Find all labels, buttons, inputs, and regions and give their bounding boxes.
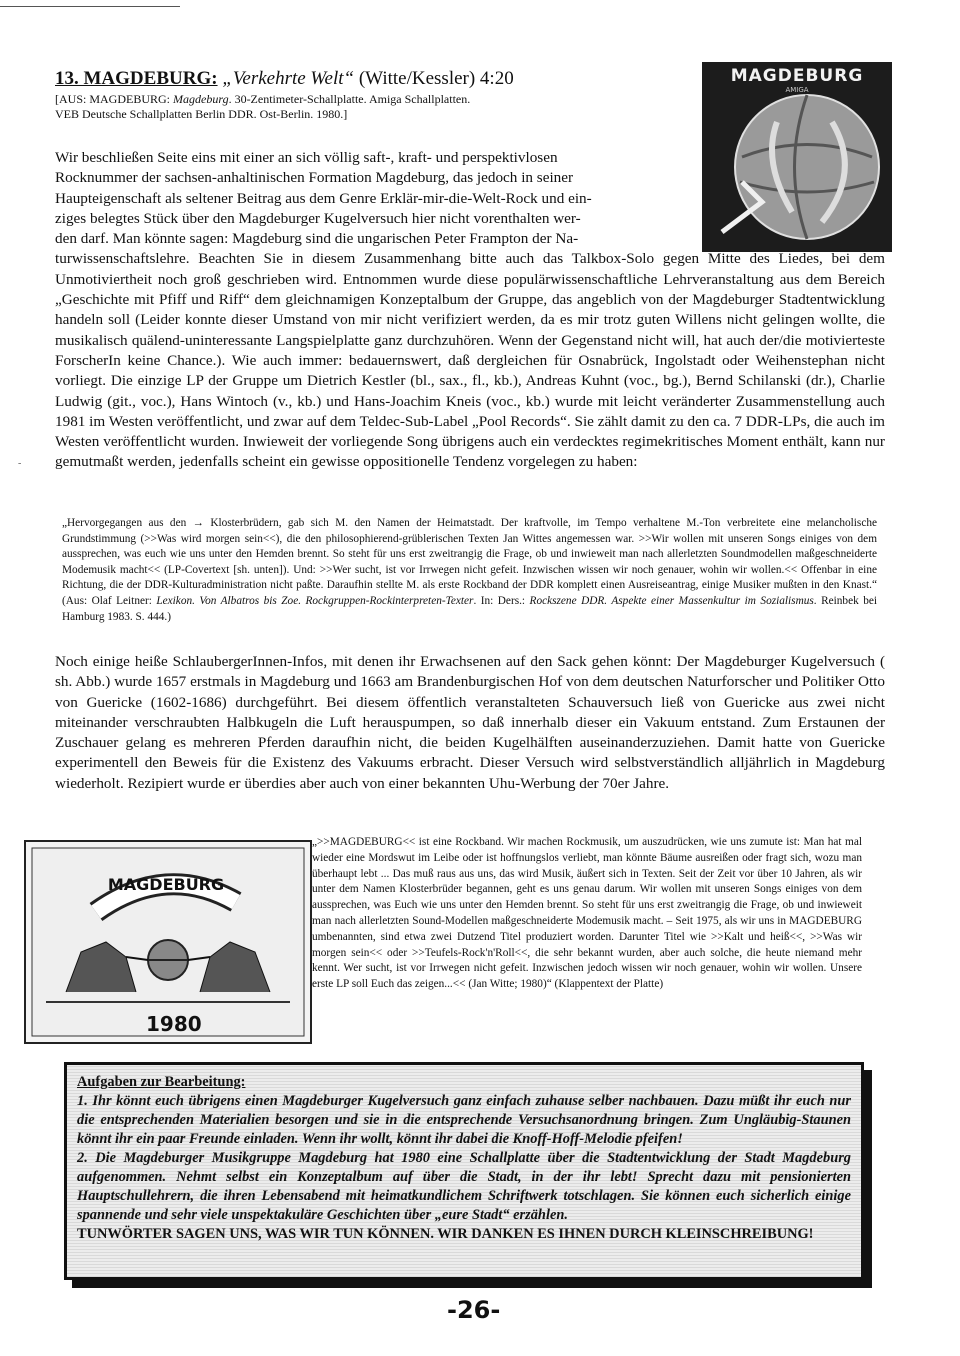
lexicon-quote xyxy=(62,516,877,625)
intro-line: Rocknummer der sachsen-anhaltinischen Formation Magdeburg, das jedoch in seiner xyxy=(55,169,574,187)
source-album: Magdeburg xyxy=(173,92,229,106)
task-2: 2. Die Magdeburger Musikgruppe Magdeburg hat 1980 eine Schallplatte über die Stadtentwicklung der Stadt Magdeburg aufgenommen. Nehmt selbst ein Konzeptalbum auf über die Stadt, in der ihr lebt! Sprecht dazu mit pensionierten Hauptschullehrern, die ihren Lebensabend mit heimatkundlichem Schriftwerk totschlagen. Sie können euch sicherlich einige spannende und sehr viele unspektakuläre Geschichten über „eure Stadt“ erzählen. xyxy=(77,1150,851,1223)
tasks-heading: Aufgaben zur Bearbeitung: xyxy=(77,1074,246,1090)
tasks-box xyxy=(64,1062,864,1280)
source-prefix: [AUS: MAGDEBURG: xyxy=(55,92,174,106)
song-credits: (Witte/Kessler) 4:20 xyxy=(358,68,514,89)
tasks-closing: TUNWÖRTER SAGEN UNS, WAS WIR TUN KÖNNEN. WIR DANKEN ES IHNEN DURCH KLEINSCHREIBUNG! xyxy=(77,1226,814,1242)
quote-ref-end: . Reinbek bei Hamburg 1983. S. 444.) xyxy=(62,594,878,623)
cover-band-name: MAGDEBURG xyxy=(730,66,864,86)
source-reference xyxy=(55,92,695,122)
source-publisher: VEB Deutsche Schallplatten Berlin DDR. Ost-Berlin. 1980.] xyxy=(55,107,348,121)
cover-label: AMIGA xyxy=(785,86,809,94)
stamp-year: 1980 xyxy=(146,1012,202,1036)
song-header xyxy=(55,68,695,122)
magdeburg-stamp-image xyxy=(24,840,312,1044)
top-rule xyxy=(0,6,180,7)
song-number: 13. MAGDEBURG: xyxy=(55,68,218,89)
quote-book2: Rockszene DDR. Aspekte einer Massenkultur im Sozialismus xyxy=(529,594,814,607)
intro-rest: turwissenschaftslehre. Beachten Sie in diesem Zusammenhang bitte auch das Talkbox-Solo gegen Mitte des Liedes, bei dem Unmotiviertheit noch groß geschrieben wird. Entnommen wurde diese populärwissenschaftliche Lehrveranstaltung aus dem Bereich „Geschichte mit Pfiff und Riff“ dem gleichnamigen Konzeptalbum der Gruppe, das angeblich von der Magdeburger Stadtentwicklung handeln soll (Leider konnte dieser Umstand von mir nicht verifiziert werden, da es mir trotz guten Willens nicht gelingen wollte, die musikalisch quälend-uninteressante Langspielplatte ganz durchzuhören. Wenn der Gegenstand nicht will, hat auch der/die motivierteste ForscherIn keine Chance.). Wie auch immer: bedauernswert, daß dergleichen für Osnabrück, Ingolstadt oder Weihenstephan nicht vorliegt. Die einzige LP der Gruppe um Dietrich Kestler (bl., sax., fl., kb.), Andreas Kuhnt (voc., bg.), Bernd Schilanski (dr.), Charlie Ludwig (git., voc.), Hans Wintoch (v., kb.) und Hans-Joachim Kneis (voc., kb.) wurde mit leicht veränderter Zusammenstellung auch 1981 im Westen veröffentlicht, und zwar auf dem Teldec-Sub-Label „Pool Records“. Sie zählt damit zu den ca. 7 DDR-LPs, die auch im Westen veröffentlicht wurden. Inwieweit der vorliegende Song übrigens auch ein verdecktes regimekritisches Moment enthält, kann nur gemutmaßt werden, jedenfalls scheint ein gewisse oppositionelle Tendenz vorgelegen zu haben: xyxy=(55,250,885,471)
task-1: 1. Ihr könnt euch übrigens einen Magdeburger Kugelversuch ganz einfach zuhause selber nachbauen. Dazu müßt ihr euch nur die entsprechenden Materialien besorgen und sie in die entsprechende Versuchsanordnung bringen. Zum Ungläubig-Staunen könnt ihr ein paar Freunde einladen. Wenn ihr wollt, könnt ihr dabei die Knoff-Hoff-Melodie pfeifen! xyxy=(77,1093,851,1147)
cover-text-quote: „>>MAGDEBURG<< ist eine Rockband. Wir machen Rockmusik, um auszudrücken, wie uns zumute ist: Man hat mal wieder eine Mordswut im Leibe oder ist hoffnungslos verliebt, man könnte Bäume ausreißen oder fragt sich, wozu man überhaupt lebt ... Das muß raus aus uns, das wird Musik, äußert sich in Texten. Seit der Zeit vor über 10 Jahren, als wir unter dem Namen Klosterbrüder begannen, geht es uns genau darum. Wir wollen mit unseren Songs einiges von dem aussprechen, was Euch wie uns unter den Hemden brennt. So steht für uns erst zweitrangig die Frage, ob und inwieweit man nach allerletzten Sound-Modellen maßgeschneiderte Modemusik macht. – Seit 1975, als wir uns in MAGDEBURG umbenannten, sind etwa zwei Dutzend Titel produziert worden. Darunter Titel wie >>Kalt und heiß<<, >>Was wir morgen sein<< oder >>Teufels-Rock'n'Roll<<, die sehr bekannt wurden, aber auch solche, die heute niemand mehr kennt. Wer sucht, ist vor Irrwegen nicht gefeit. Inzwischen jedoch wissen wir noch genauer, wohin wir wollen. Unsere erste LP soll Euch das zeigen...<< (Jan Witte; 1980)“ (Klappentext der Platte) xyxy=(312,836,862,991)
paragraph-kugelversuch: Noch einige heiße SchlaubergerInnen-Infos, mit denen ihr Erwachsenen auf den Sack gehen könnt: Der Magdeburger Kugelversuch ( sh. Abb.) wurde 1657 erstmals in Magdeburg und 1663 am Brandenburgischen Hof von dem deutschen Naturforscher und Politiker Otto von Guericke (1602-1686) durchgeführt. Bei diesem öffentlich veranstalteten Schauversuch ließ von Guericke aus zwei nicht miteinander verschraubten Halbkugeln die Luft herauspumpen, so daß innerhalb dieser ein Vakuum entstand. Zum Erstaunen der Zuschauer gelang es mehreren Pferden daraufhin nicht, die beiden Kugelhälften auseinanderzuziehen. Damit hatte von Guericke experimentell den Beweis für die Existenz des Vakuums erbracht. Dieser Versuch wird selbstverständlich alljährlich in Magdeburg wiederholt. Rezipiert wurde er überdies aber auch von einer bekannten Uhu-Werbung der 70er Jahre. xyxy=(55,653,885,792)
intro-line: den darf. Man könnte sagen: Magdeburg sind die ungarischen Peter Frampton der Na- xyxy=(55,230,579,248)
intro-line: ziges belegtes Stück über den Magdeburger Kugelversuch hier nicht vorenthalten wer- xyxy=(55,209,581,227)
intro-line: Haupteigenschaft als seltener Beitrag aus dem Genre Erklär-mir-die-Welt-Rock und ein- xyxy=(55,189,592,207)
quote-in: . In: Ders.: xyxy=(473,594,530,607)
stamp-arc-text: MAGDEBURG xyxy=(107,875,225,894)
paragraph-intro xyxy=(55,148,885,473)
page-number: -26- xyxy=(447,1296,501,1324)
quote-book: Lexikon. Von Albatros bis Zoe. Rockgruppen-Rockinterpreten-Texter xyxy=(156,594,474,607)
song-title: „Verkehrte Welt“ xyxy=(222,68,355,89)
intro-line: Wir beschließen Seite eins mit einer an sich völlig saft-, kraft- und perspektivlosen xyxy=(55,149,558,166)
margin-mark: - xyxy=(18,458,22,469)
quote-text: „Hervorgegangen aus den → Klosterbrüdern, gab sich M. den Namen der Heimatstadt. Der kraftvolle, im Tempo verhaltene M.-Ton verbreitete eine melancholische Grundstimmung (>>Was wird morgen sein<<), die den philosophierend-grüblerischen Texten Jan Wittes angemessen war. >>Wir wollen mit unseren Songs einiges von dem aussprechen, was euch wie uns unter den Hemden brennt. So steht für uns erst zweitrangig die Frage, ob und inwieweit man nach allerletzten Soundmodellen maßgeschneiderte Modemusik macht<< (LP-Covertext [sh. unten]). Und: >>Wer sucht, ist vor Irrwegen nicht gefeit. Inzwischen wissen wir noch genauer, wohin wir wollen.<< Offenbar in eine Richtung, die der DDR-Kulturadministration nicht paßte. Daraufhin stellte M. als erste Rockband der DDR komplett einen Ausreiseantrag, einige Musiker mußten in den Knast.“ (Aus: Olaf Leitner: xyxy=(62,517,877,607)
song-title-line xyxy=(55,68,695,90)
source-format: . 30-Zentimeter-Schallplatte. Amiga Schallplatten. xyxy=(228,92,471,106)
